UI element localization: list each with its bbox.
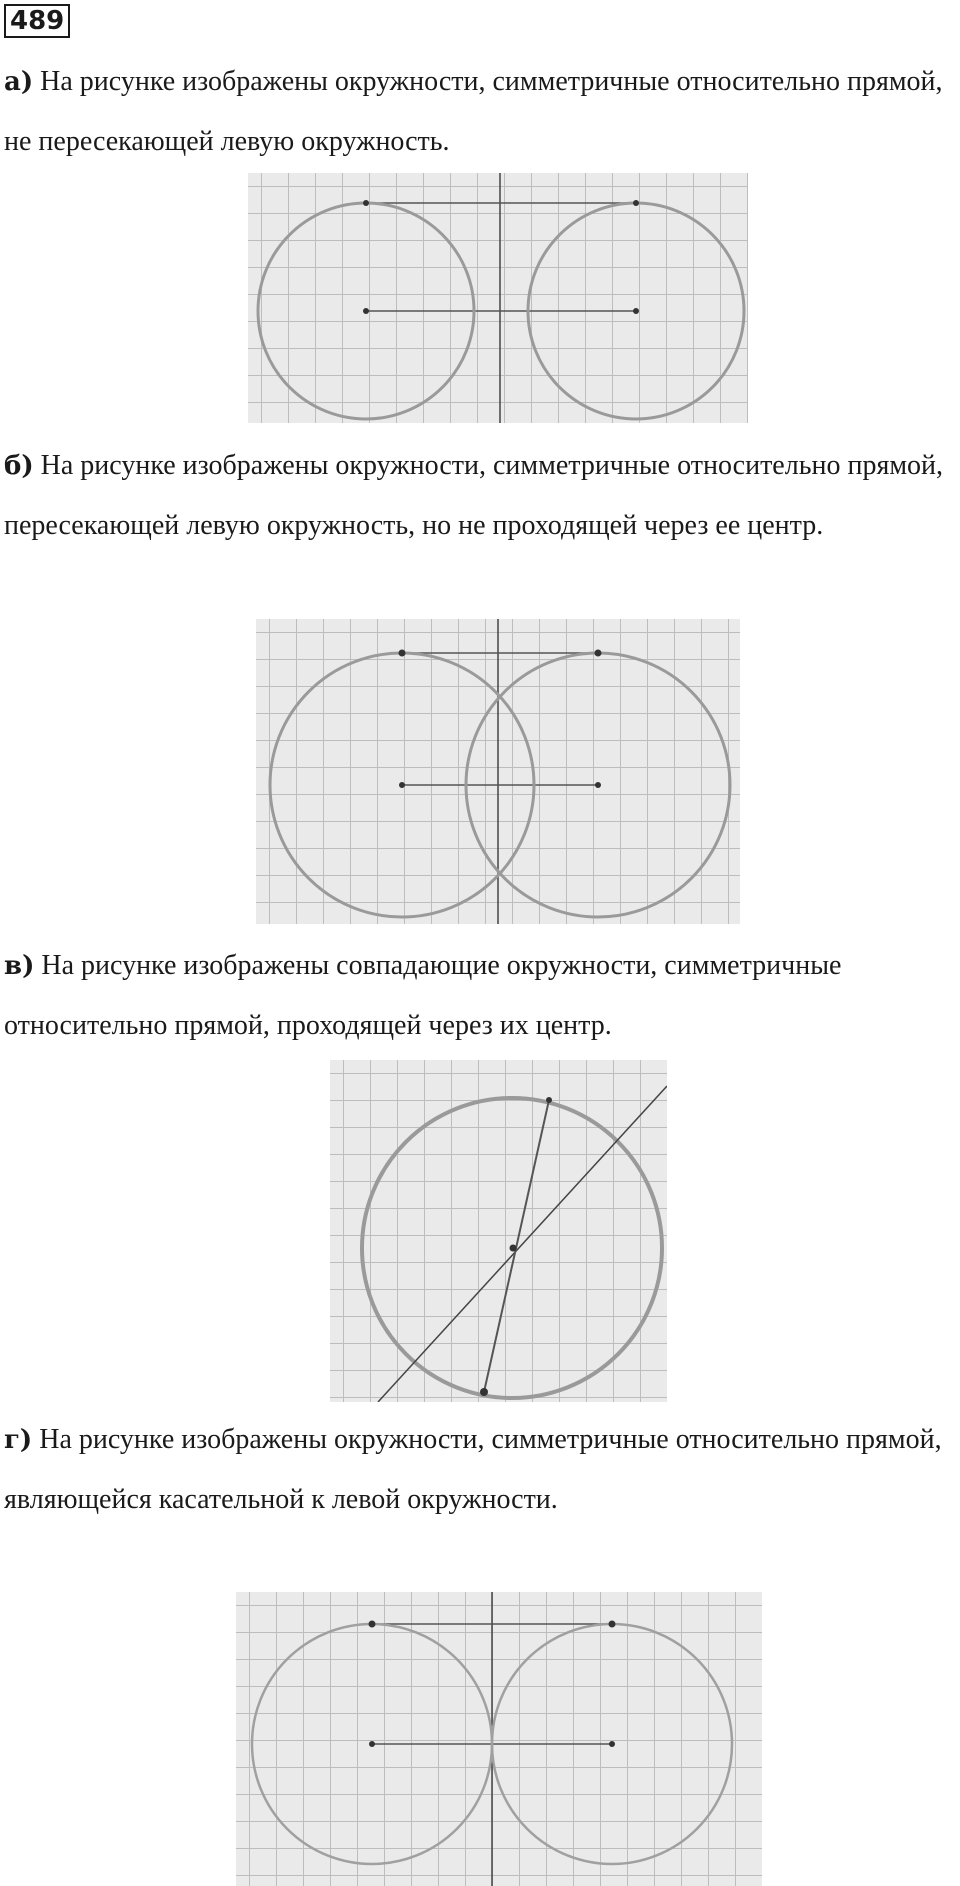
figure-d-drawing (236, 1592, 762, 1886)
part-a-text (4, 52, 954, 172)
figure-d (236, 1592, 762, 1886)
figure-c-drawing (330, 1060, 667, 1402)
part-d-body: На рисунке изображены окружности, симметричные относительно прямой, являющейся касательной к левой окружности. (4, 1424, 942, 1515)
figure-c-point (480, 1388, 488, 1396)
part-c-label: в) (4, 951, 35, 981)
part-d-label: г) (4, 1425, 33, 1455)
figure-a-point (363, 200, 369, 206)
figure-d-point (369, 1741, 375, 1747)
figure-d-point (369, 1621, 376, 1628)
figure-a-point (633, 308, 639, 314)
figure-a-point (363, 308, 369, 314)
figure-b-drawing (256, 619, 740, 924)
figure-d-point (609, 1741, 615, 1747)
part-d-text (4, 1410, 954, 1530)
figure-c (330, 1060, 667, 1402)
figure-a-point (633, 200, 639, 206)
part-c-body: На рисунке изображены совпадающие окружности, симметричные относительно прямой, проходящей через их центр. (4, 950, 842, 1041)
part-a-label: а) (4, 67, 34, 97)
figure-d-point (609, 1621, 616, 1628)
problem-number: 489 (4, 4, 70, 38)
figure-c-center-point (510, 1245, 517, 1252)
figure-c-symmetry-axis (378, 1086, 667, 1402)
figure-b (256, 619, 740, 924)
figure-c-diameter (484, 1100, 549, 1392)
part-a-body: На рисунке изображены окружности, симметричные относительно прямой, не пересекающей левую окружность. (4, 66, 943, 157)
figure-b-point (595, 782, 601, 788)
part-b-body: На рисунке изображены окружности, симметричные относительно прямой, пересекающей левую окружность, но не проходящей через ее центр. (4, 450, 944, 541)
figure-b-point (595, 650, 602, 657)
figure-a (248, 173, 748, 423)
figure-b-point (399, 650, 406, 657)
part-b-label: б) (4, 451, 34, 481)
figure-a-drawing (248, 173, 748, 423)
figure-c-point (546, 1097, 552, 1103)
part-c-text (4, 936, 954, 1056)
figure-c-grid (330, 1060, 667, 1402)
part-b-text (4, 436, 954, 556)
figure-b-point (399, 782, 405, 788)
